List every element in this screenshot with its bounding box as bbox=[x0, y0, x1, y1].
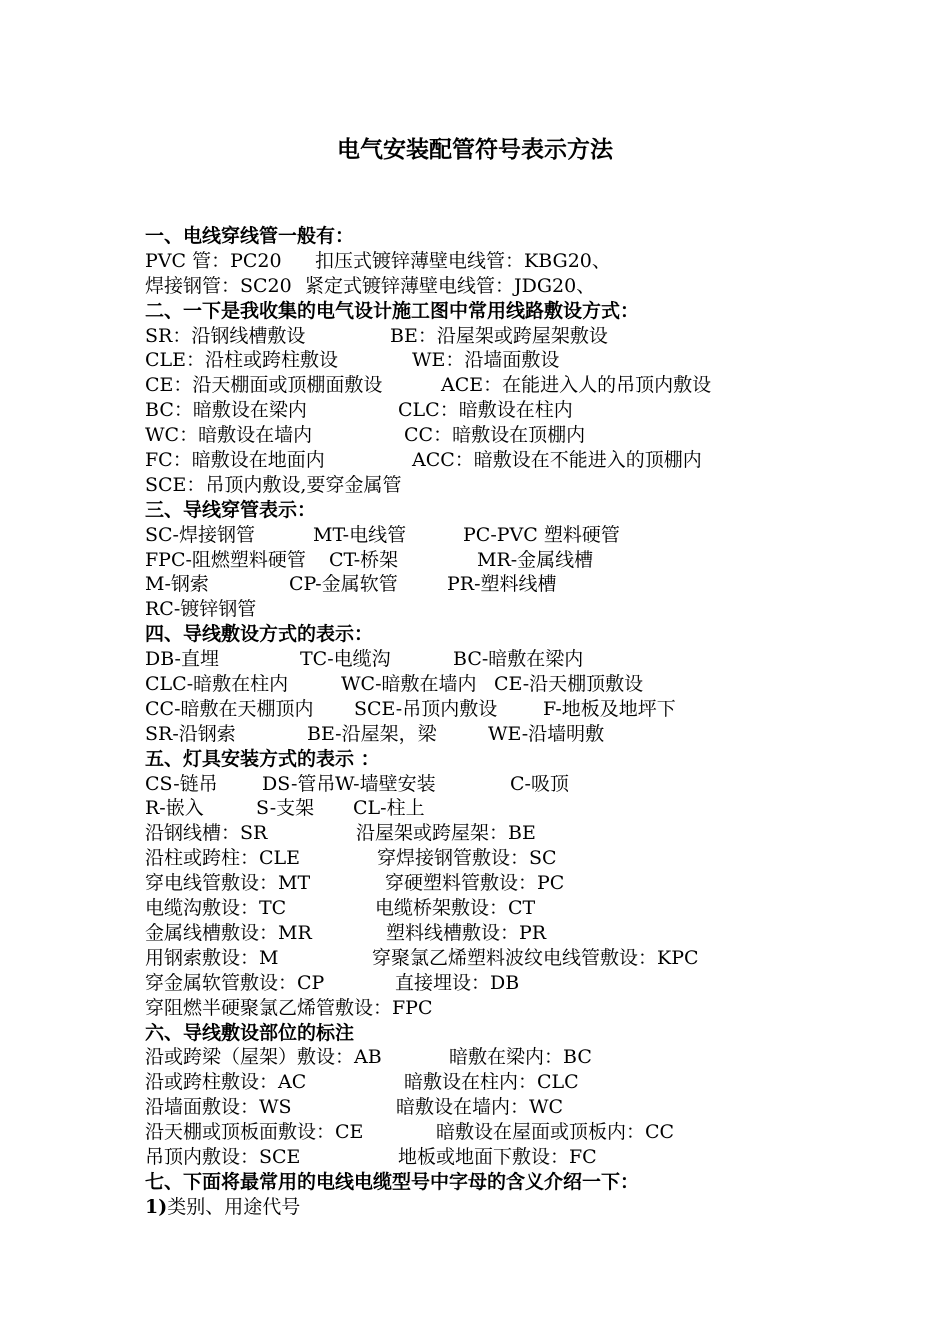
line-entry: CS-链吊 bbox=[145, 772, 218, 795]
line-entry: 暗敷设在柱内：CLC bbox=[404, 1071, 579, 1094]
line-entry: 穿阻燃半硬聚氯乙烯管敷设：FPC bbox=[145, 996, 433, 1019]
line-entry: 暗敷设在屋面或顶板内：CC bbox=[436, 1121, 675, 1144]
text-line bbox=[145, 846, 825, 871]
line-entry: C-吸顶 bbox=[510, 772, 569, 795]
text-line bbox=[145, 821, 825, 846]
text-line bbox=[145, 398, 825, 423]
line-entry: 暗敷在梁内：BC bbox=[449, 1046, 592, 1069]
text-line bbox=[145, 1095, 825, 1120]
text-line bbox=[145, 572, 825, 597]
line-entry: CE：沿天棚面或顶棚面敷设 bbox=[145, 374, 383, 397]
text-line bbox=[145, 1145, 825, 1170]
line-entry: 沿柱或跨柱：CLE bbox=[145, 847, 301, 870]
line-entry: F-地板及地坪下 bbox=[543, 697, 676, 720]
line-entry: FC：暗敷设在地面内 bbox=[145, 449, 325, 472]
line-entry: M-钢索 bbox=[145, 573, 209, 596]
line-entry: 穿电线管敷设：MT bbox=[145, 872, 311, 895]
line-entry: CLE：沿柱或跨柱敷设 bbox=[145, 349, 339, 372]
line-entry: ACC：暗敷设在不能进入的顶棚内 bbox=[412, 449, 702, 472]
line-entry: 直接埋设：DB bbox=[395, 971, 520, 994]
section-heading: 七、下面将最常用的电线电缆型号中字母的含义介绍一下： bbox=[145, 1170, 640, 1193]
line-entry: CL-柱上 bbox=[353, 797, 425, 820]
line-entry: DB-直埋 bbox=[145, 648, 219, 671]
line-entry: S-支架 bbox=[256, 797, 315, 820]
line-entry: BC-暗敷在梁内 bbox=[453, 648, 584, 671]
text-line bbox=[145, 423, 825, 448]
line-entry: SR-沿钢索 bbox=[145, 722, 236, 745]
line-entry: 穿焊接钢管敷设：SC bbox=[377, 847, 557, 870]
line-entry: MT-电线管 bbox=[313, 523, 407, 546]
line-entry: 沿屋架或跨屋架：BE bbox=[356, 822, 536, 845]
text-line bbox=[145, 249, 825, 274]
text-line bbox=[145, 697, 825, 722]
line-entry: CP-金属软管 bbox=[289, 573, 398, 596]
text-line bbox=[145, 448, 825, 473]
line-entry: WE：沿墙面敷设 bbox=[412, 349, 560, 372]
line-entry: 沿或跨梁（屋架）敷设：AB bbox=[145, 1046, 382, 1069]
line-entry: 用钢索敷设：M bbox=[145, 946, 279, 969]
line-entry: MR-金属线槽 bbox=[477, 548, 594, 571]
text-line bbox=[145, 722, 825, 747]
line-entry: 穿硬塑料管敷设：PC bbox=[385, 872, 565, 895]
line-entry: 焊接钢管：SC20 bbox=[145, 274, 292, 297]
line-entry: CLC：暗敷设在柱内 bbox=[398, 399, 573, 422]
text-line bbox=[145, 274, 825, 299]
document-title: 电气安装配管符号表示方法 bbox=[337, 136, 613, 163]
text-line bbox=[145, 772, 825, 797]
line-entry: R-嵌入 bbox=[145, 797, 204, 820]
text-line bbox=[145, 1070, 825, 1095]
line-entry: BE-沿屋架，梁 bbox=[307, 722, 437, 745]
text-line bbox=[145, 373, 825, 398]
text-line bbox=[145, 921, 825, 946]
line-entry: 沿钢线槽：SR bbox=[145, 822, 268, 845]
line-entry: WC：暗敷设在墙内 bbox=[145, 424, 313, 447]
line-entry: 金属线槽敷设：MR bbox=[145, 921, 312, 944]
line-entry: TC-电缆沟 bbox=[300, 648, 391, 671]
line-entry: 吊顶内敷设：SCE bbox=[145, 1145, 301, 1168]
line-entry: 电缆沟敷设：TC bbox=[145, 897, 287, 920]
section-heading: 四、导线敷设方式的表示： bbox=[145, 623, 374, 646]
line-entry: WC-暗敷在墙内 bbox=[341, 673, 477, 696]
section-heading: 六、导线敷设部位的标注 bbox=[145, 1021, 355, 1044]
text-line bbox=[145, 871, 825, 896]
line-entry: SR：沿钢线槽敷设 bbox=[145, 324, 306, 347]
line-entry: PVC 管：PC20 bbox=[145, 249, 282, 272]
line-entry: 穿金属软管敷设：CP bbox=[145, 971, 325, 994]
line-entry: CT-桥架 bbox=[329, 548, 399, 571]
text-line bbox=[145, 971, 825, 996]
text-line bbox=[145, 473, 825, 498]
line-entry: 沿或跨柱敷设：AC bbox=[145, 1071, 307, 1094]
line-entry: 塑料线槽敷设：PR bbox=[386, 921, 547, 944]
line-entry: CLC-暗敷在柱内 bbox=[145, 673, 289, 696]
text-line bbox=[145, 896, 825, 921]
line-entry: PR-塑料线槽 bbox=[447, 573, 557, 596]
text-line bbox=[145, 348, 825, 373]
line-entry: 穿聚氯乙烯塑料波纹电线管敷设：KPC bbox=[372, 946, 699, 969]
line-entry: SCE：吊顶内敷设,要穿金属管 bbox=[145, 473, 402, 496]
line-entry: SC-焊接钢管 bbox=[145, 523, 255, 546]
text-line bbox=[145, 1120, 825, 1145]
line-entry: 紧定式镀锌薄壁电线管：JDG20、 bbox=[305, 274, 596, 297]
text-line bbox=[145, 672, 825, 697]
text-line bbox=[145, 523, 825, 548]
line-entry: ACE：在能进入人的吊顶内敷设 bbox=[441, 374, 712, 397]
line-entry: FPC-阻燃塑料硬管 bbox=[145, 548, 306, 571]
line-entry: DS-管吊 bbox=[262, 772, 336, 795]
line-entry: 电缆桥架敷设：CT bbox=[375, 897, 536, 920]
line-entry: CE-沿天棚顶敷设 bbox=[494, 673, 644, 696]
line-entry: 沿墙面敷设：WS bbox=[145, 1096, 292, 1119]
line-entry: BC：暗敷设在梁内 bbox=[145, 399, 307, 422]
line-entry: SCE-吊顶内敷设 bbox=[354, 697, 498, 720]
text-line bbox=[145, 597, 825, 622]
text-line bbox=[145, 1045, 825, 1070]
line-entry: 扣压式镀锌薄壁电线管：KBG20、 bbox=[315, 249, 611, 272]
subsection-line bbox=[145, 1195, 825, 1220]
line-entry: PC-PVC 塑料硬管 bbox=[463, 523, 620, 546]
section-heading: 三、导线穿管表示： bbox=[145, 498, 317, 521]
line-entry: WE-沿墙明敷 bbox=[488, 722, 605, 745]
text-line bbox=[145, 796, 825, 821]
text-line bbox=[145, 946, 825, 971]
subsection-number: 1) bbox=[145, 1195, 168, 1218]
text-line bbox=[145, 996, 825, 1021]
line-entry: CC：暗敷设在顶棚内 bbox=[404, 424, 586, 447]
line-entry: BE：沿屋架或跨屋架敷设 bbox=[390, 324, 608, 347]
text-line bbox=[145, 647, 825, 672]
text-line bbox=[145, 324, 825, 349]
text-line bbox=[145, 548, 825, 573]
subsection-text: 类别、用途代号 bbox=[167, 1195, 301, 1218]
section-heading: 二、一下是我收集的电气设计施工图中常用线路敷设方式： bbox=[145, 299, 640, 322]
line-entry: RC-镀锌钢管 bbox=[145, 598, 257, 621]
section-heading: 一、电线穿线管一般有： bbox=[145, 225, 355, 247]
document-body bbox=[145, 224, 825, 1220]
line-entry: W-墙壁安装 bbox=[335, 772, 436, 795]
section-heading: 五、灯具安装方式的表示 ： bbox=[145, 747, 380, 770]
line-entry: CC-暗敷在天棚顶内 bbox=[145, 697, 314, 720]
line-entry: 暗敷设在墙内：WC bbox=[396, 1096, 564, 1119]
line-entry: 地板或地面下敷设：FC bbox=[398, 1145, 597, 1168]
line-entry: 沿天棚或顶板面敷设：CE bbox=[145, 1121, 364, 1144]
